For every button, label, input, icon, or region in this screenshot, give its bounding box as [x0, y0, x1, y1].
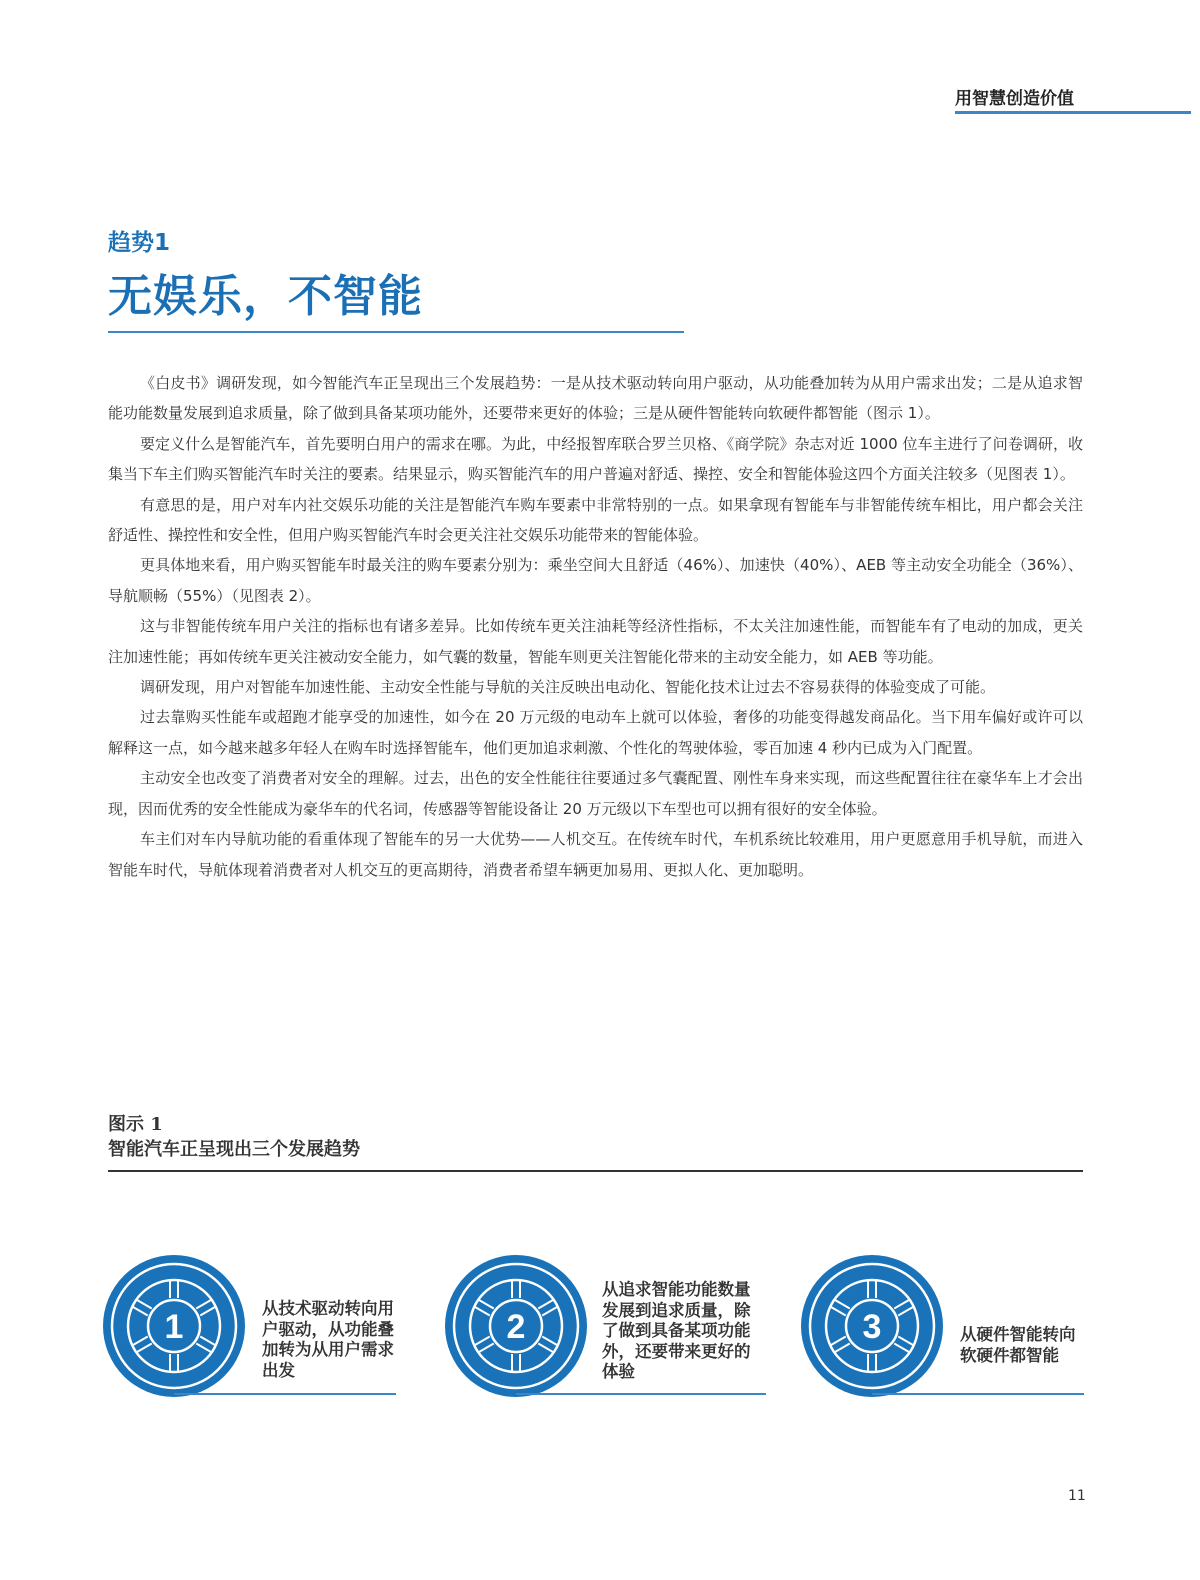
trend-rule	[174, 1393, 396, 1395]
paragraph: 《白皮书》调研发现，如今智能汽车正呈现出三个发展趋势：一是从技术驱动转向用户驱动，从功能叠加转为从用户需求出发；二是从追求智能功能数量发展到追求质量，除了做到具备某项功能外，还要带来更好的体验；三是从硬件智能转向软硬件都智能（图示 1）。	[108, 374, 1083, 423]
paragraph: 更具体地来看，用户购买智能车时最关注的购车要素分别为：乘坐空间大且舒适（46%）、加速快（40%）、AEB 等主动安全功能全（36%）、导航顺畅（55%）（见图表 2）。	[108, 556, 1083, 605]
page-number: 11	[1068, 1488, 1086, 1504]
figure-label: 图示 1	[108, 1114, 163, 1135]
paragraph: 有意思的是，用户对车内社交娱乐功能的关注是智能汽车购车要素中非常特别的一点。如果拿现有智能车与非智能传统车相比，用户都会关注舒适性、操控性和安全性，但用户购买智能汽车时会更关注社交娱乐功能带来的智能体验。	[108, 495, 1083, 545]
wheel-icon	[800, 1254, 944, 1398]
trend-text: 从技术驱动转向用户驱动，从功能叠加转为从用户需求出发	[262, 1299, 394, 1380]
figure-title: 智能汽车正呈现出三个发展趋势	[108, 1139, 360, 1160]
header-rule	[955, 111, 1191, 114]
wheel-icon	[102, 1254, 246, 1398]
paragraph: 调研发现，用户对智能车加速性能、主动安全性能与导航的关注反映出电动化、智能化技术让过去不容易获得的体验变成了可能。	[140, 678, 996, 697]
trend-label: 趋势1	[108, 230, 171, 256]
trend-number: 2	[506, 1308, 526, 1346]
body-text	[108, 368, 1083, 885]
paragraph: 过去靠购买性能车或超跑才能享受的加速性，如今在 20 万元级的电动车上就可以体验，奢侈的功能变得越发商品化。当下用车偏好或许可以解释这一点，如今越来越多年轻人在购车时选择智能车，他们更加追求刺激、个性化的驾驶体验，零百加速 4 秒内已成为入门配置。	[108, 708, 1083, 757]
paragraph: 车主们对车内导航功能的看重体现了智能车的另一大优势——人机交互。在传统车时代，车机系统比较难用，用户更愿意用手机导航，而进入智能车时代，导航体现着消费者对人机交互的更高期待，消费者希望车辆更加易用、更拟人化、更加聪明。	[108, 830, 1083, 879]
wheel-icon	[444, 1254, 588, 1398]
page-title: 无娱乐，不智能	[108, 271, 423, 322]
header-title: 用智慧创造价值	[955, 89, 1074, 109]
trend-text: 从硬件智能转向软硬件都智能	[960, 1325, 1076, 1365]
trend-text: 从追求智能功能数量发展到追求质量，除了做到具备某项功能外，还要带来更好的体验	[602, 1280, 751, 1381]
title-rule	[108, 331, 684, 333]
paragraph: 主动安全也改变了消费者对安全的理解。过去，出色的安全性能往往要通过多气囊配置、刚性车身来实现，而这些配置往往在豪华车上才会出现，因而优秀的安全性能成为豪华车的代名词，传感器等智能设备让 20 万元级以下车型也可以拥有很好的安全体验。	[108, 769, 1083, 818]
paragraph: 要定义什么是智能汽车，首先要明白用户的需求在哪。为此，中经报智库联合罗兰贝格、《商学院》杂志对近 1000 位车主进行了问卷调研，收集当下车主们购买智能汽车时关注的要素。结果显示，购买智能汽车的用户普遍对舒适、操控、安全和智能体验这四个方面关注较多（见图表 1）。	[108, 434, 1083, 484]
paragraph: 这与非智能传统车用户关注的指标也有诸多差异。比如传统车更关注油耗等经济性指标，不太关注加速性能，而智能车有了电动的加成，更关注加速性能；再如传统车更关注被动安全能力，如气囊的数量，智能车则更关注智能化带来的主动安全能力，如 AEB 等功能。	[108, 617, 1083, 666]
trend-number: 1	[164, 1308, 184, 1346]
trend-number: 3	[862, 1308, 882, 1346]
figure-rule	[108, 1170, 1083, 1172]
trend-rule	[872, 1393, 1084, 1395]
trend-rule	[516, 1393, 766, 1395]
